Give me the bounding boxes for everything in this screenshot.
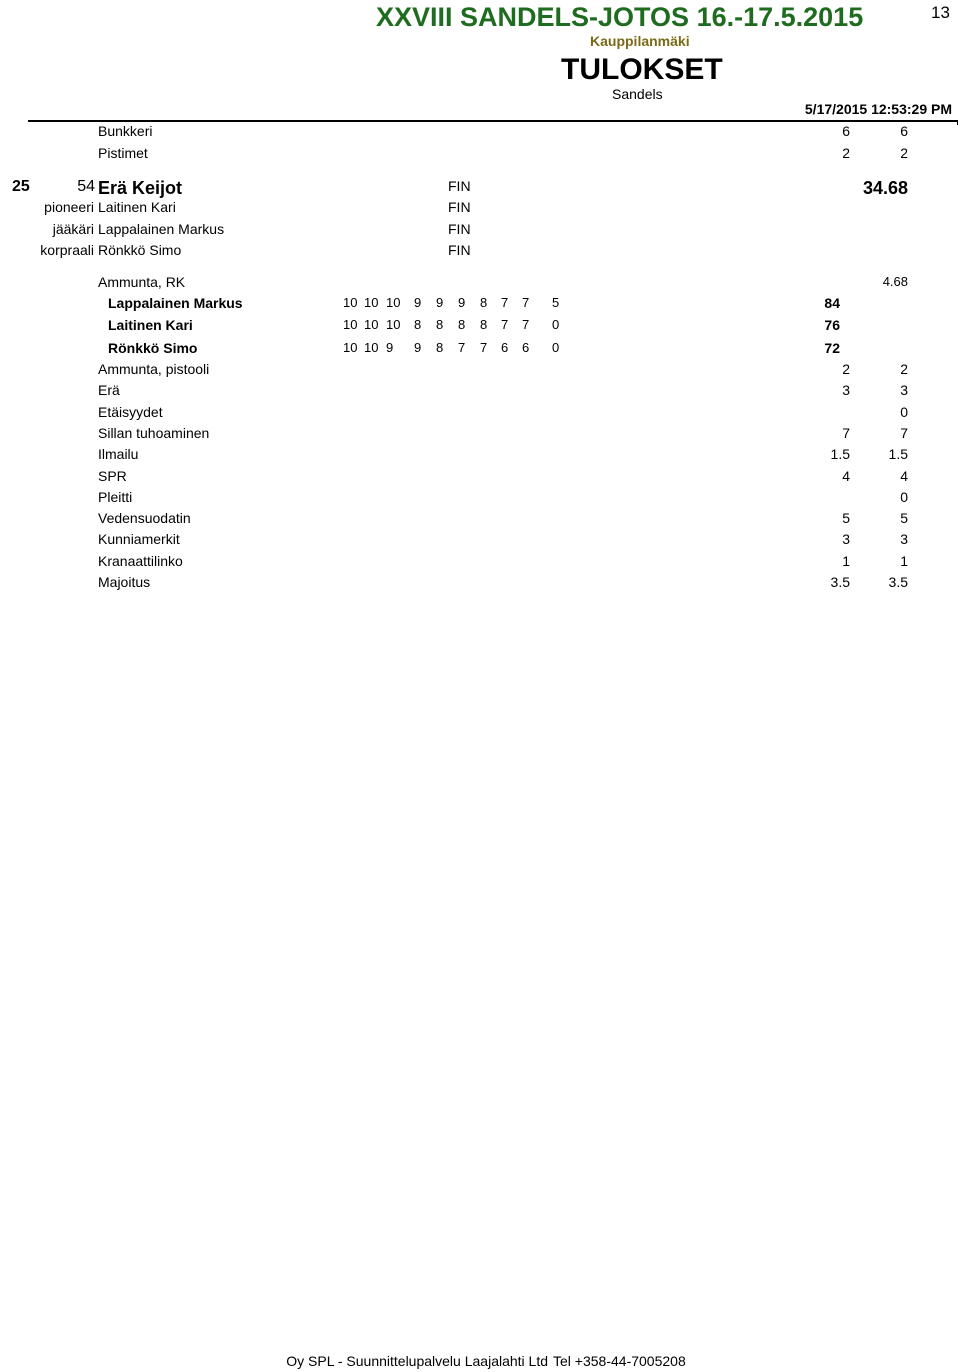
member-rank: jääkäri (52, 221, 94, 237)
footer-company: Oy SPL - Suunnittelupalvelu Laajalahti Ltd (286, 1353, 549, 1369)
team-number: 54 (77, 178, 95, 195)
shooter-name: Lappalainen Markus (108, 295, 243, 311)
shot-score: 8 (414, 317, 422, 332)
shooter-name: Laitinen Kari (108, 317, 193, 333)
shot-score: 7 (458, 340, 466, 355)
member-row (0, 199, 960, 220)
team-country: FIN (448, 178, 471, 194)
shot-score: 10 (364, 340, 379, 355)
event-score: 3 (842, 531, 850, 547)
shooter-row (0, 317, 960, 338)
event-row (0, 361, 960, 382)
event-name: Majoitus (98, 574, 151, 590)
shooter-total: 76 (824, 317, 840, 333)
event-points: 3 (900, 531, 908, 547)
event-score: 3.5 (830, 574, 850, 590)
event-score: 2 (842, 361, 850, 377)
shooter-row (0, 295, 960, 316)
shot-score: 8 (480, 317, 488, 332)
shot-score: 0 (552, 317, 560, 332)
item-name: Pistimet (98, 145, 148, 161)
shot-score: 8 (436, 317, 444, 332)
event-points: 4.68 (882, 274, 908, 289)
event-score: 7 (842, 425, 850, 441)
event-row (0, 510, 960, 531)
member-name: Rönkkö Simo (98, 242, 182, 258)
timestamp: 5/17/2015 12:53:29 PM (804, 101, 952, 117)
team-name: Erä Keijot (98, 178, 183, 198)
member-row (0, 221, 960, 242)
shot-score: 7 (480, 340, 488, 355)
shot-score: 7 (501, 317, 509, 332)
event-row (0, 574, 960, 595)
page-number: 13 (931, 3, 950, 22)
shot-score: 10 (364, 295, 379, 310)
event-row (0, 404, 960, 425)
event-points: 1 (900, 553, 908, 569)
event-points: 4 (900, 468, 908, 484)
event-points: 5 (900, 510, 908, 526)
event-row (0, 425, 960, 446)
event-name: Etäisyydet (98, 404, 163, 420)
event-name: Ammunta, pistooli (98, 361, 210, 377)
event-score: 4 (842, 468, 850, 484)
event-points: 0 (900, 404, 908, 420)
member-name: Lappalainen Markus (98, 221, 225, 237)
shooter-total: 84 (824, 295, 840, 311)
shot-score: 10 (386, 317, 401, 332)
event-row (0, 468, 960, 489)
event-name: Ilmailu (98, 446, 139, 462)
event-points: 3 (900, 382, 908, 398)
shooting-rk-row (0, 274, 960, 295)
shot-score: 0 (552, 340, 560, 355)
shot-score: 6 (501, 340, 509, 355)
shot-score: 8 (436, 340, 444, 355)
member-country: FIN (448, 242, 471, 258)
shot-score: 9 (458, 295, 466, 310)
event-points: 7 (900, 425, 908, 441)
shooter-name: Rönkkö Simo (108, 340, 198, 356)
shot-score: 10 (364, 317, 379, 332)
event-name: Pleitti (98, 489, 133, 505)
item-name: Bunkkeri (98, 123, 153, 139)
item-score: 2 (842, 145, 850, 161)
shot-score: 10 (386, 295, 401, 310)
results-heading: TULOKSET (561, 53, 723, 86)
event-name: SPR (98, 468, 127, 484)
event-name: Vedensuodatin (98, 510, 191, 526)
shot-score: 9 (386, 340, 394, 355)
shot-score: 9 (436, 295, 444, 310)
event-name: Kranaattilinko (98, 553, 183, 569)
member-rank: pioneeri (44, 199, 94, 215)
shot-score: 7 (501, 295, 509, 310)
organizer: Sandels (612, 86, 663, 102)
item-points: 6 (900, 123, 908, 139)
member-rank: korpraali (40, 242, 94, 258)
event-points: 1.5 (888, 446, 908, 462)
event-title: XXVIII SANDELS-JOTOS 16.-17.5.2015 (376, 2, 864, 32)
event-row (0, 489, 960, 510)
event-score: 1.5 (830, 446, 850, 462)
member-row (0, 242, 960, 263)
prev-item-row (0, 123, 960, 144)
shot-score: 9 (414, 340, 422, 355)
event-points: 2 (900, 361, 908, 377)
item-score: 6 (842, 123, 850, 139)
event-name: Sillan tuhoaminen (98, 425, 210, 441)
team-total: 34.68 (862, 178, 908, 198)
team-rank: 25 (12, 178, 30, 195)
member-country: FIN (448, 221, 471, 237)
event-name: Erä (98, 382, 120, 398)
event-points: 3.5 (888, 574, 908, 590)
shooter-total: 72 (824, 340, 840, 356)
event-row (0, 531, 960, 552)
item-points: 2 (900, 145, 908, 161)
shot-score: 5 (552, 295, 560, 310)
member-name: Laitinen Kari (98, 199, 176, 215)
member-country: FIN (448, 199, 471, 215)
shot-score: 10 (343, 317, 358, 332)
shot-score: 10 (343, 340, 358, 355)
footer (0, 1353, 960, 1369)
shot-score: 9 (414, 295, 422, 310)
event-row (0, 382, 960, 403)
event-score: 5 (842, 510, 850, 526)
header-rule (28, 120, 958, 122)
shot-score: 10 (343, 295, 358, 310)
shot-score: 7 (522, 295, 530, 310)
shot-score: 6 (522, 340, 530, 355)
shot-score: 7 (522, 317, 530, 332)
event-points: 0 (900, 489, 908, 505)
prev-item-row (0, 145, 960, 166)
footer-phone: Tel +358-44-7005208 (553, 1353, 686, 1369)
event-row (0, 446, 960, 467)
event-score: 1 (842, 553, 850, 569)
event-score: 3 (842, 382, 850, 398)
event-name: Kunniamerkit (98, 531, 180, 547)
event-location: Kauppilanmäki (590, 33, 690, 49)
shooter-row (0, 340, 960, 361)
shot-score: 8 (458, 317, 466, 332)
event-name: Ammunta, RK (98, 274, 186, 290)
event-row (0, 553, 960, 574)
shot-score: 8 (480, 295, 488, 310)
